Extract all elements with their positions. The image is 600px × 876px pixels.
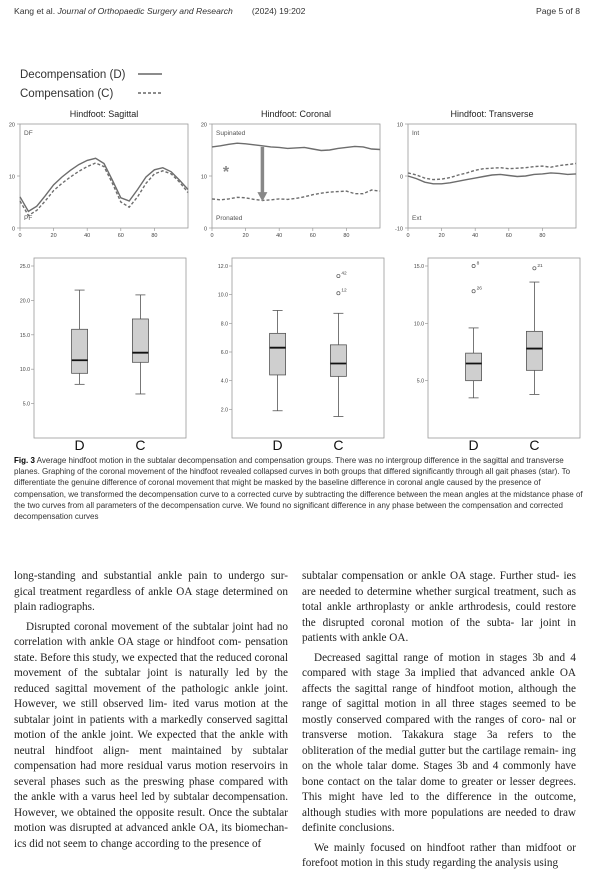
x-tick-label: 80	[151, 233, 158, 239]
outlier-point	[337, 274, 340, 277]
y-tick-label: 0	[203, 226, 207, 233]
x-tick-label: 40	[84, 233, 91, 239]
line-chart-title: Hindfoot: Sagittal	[69, 109, 139, 119]
legend-decompensation-label: Decompensation (D)	[20, 69, 126, 81]
significance-star-icon: *	[222, 164, 230, 182]
axis-annotation-top: Int	[412, 130, 420, 137]
outlier-point	[472, 264, 475, 267]
outlier-point	[337, 292, 340, 295]
y-tick-label: 8.0	[220, 321, 228, 328]
box-iqr	[132, 319, 148, 362]
group-label: D	[468, 437, 479, 452]
boxplot-frame	[232, 258, 384, 438]
y-tick-label: 10.0	[19, 367, 30, 374]
box-iqr	[526, 331, 542, 370]
boxplot-frame	[428, 258, 580, 438]
paragraph: subtalar compensation or ankle OA stage. Further stud- ies are needed to determine whether surgical treatment, such as total ankle arthroplasty or ankle arthrodesis, could restore the disrupted coronal motion of the subta- lar joint in patients with ankle OA.	[302, 570, 576, 644]
paragraph: Decreased sagittal range of motion in stages 3b and 4 compared with stage 3a implied that advanced ankle OA affects the sagittal range of hindfoot motion, although the range of sagittal motion in all three stages seemed to be mostly conserved compared with the ranges of coro- nal or transverse motion. Takakura stage 3a refers to the obliteration of the medial gutter but the cartilage remain- ing on the whole talar dome. Stages 3b and 4 commonly have bone contact on the talar dome to greater or lesser degrees. This might have led to the difference in the outcome, although studies with more populations are needed to draw definite conclusions.	[302, 651, 576, 834]
outlier-point	[472, 290, 475, 293]
outlier-label: 8	[476, 261, 480, 267]
x-tick-label: 0	[210, 233, 214, 239]
y-tick-label: 20.0	[19, 298, 30, 305]
y-tick-label: -10	[395, 226, 403, 233]
y-tick-label: 2.0	[220, 407, 228, 414]
y-tick-label: 20	[8, 122, 15, 129]
line-chart-frame	[20, 124, 188, 228]
x-tick-label: 20	[438, 233, 445, 239]
figure-caption	[14, 455, 586, 522]
y-tick-label: 10	[200, 174, 207, 181]
group-label: C	[135, 437, 146, 452]
axis-annotation-bottom: PF	[24, 215, 33, 222]
axis-annotation-bottom: Ext	[412, 215, 422, 222]
x-tick-label: 60	[117, 233, 124, 239]
y-tick-label: 5.0	[416, 378, 424, 385]
line-chart-frame	[408, 124, 576, 228]
x-tick-label: 60	[309, 233, 316, 239]
box-iqr	[72, 329, 88, 373]
caption-text: Average hindfoot motion in the subtalar decompensation and compensation groups. There was no intergroup difference in the sagittal and transverse planes. Graphing of the coronal movement of the hindfoot revealed collapsed curves in both groups that differed significantly through all gait phases (star). To differentiate the genuine difference of coronal movement that might be masked by the baseline difference in coronal angle caused by the presence of compensation, we transformed the decompensation curve to a corrected curve by subtracting the difference between the mean angles at the midstance phase of the two curves from all parameters of the decompensation curve. We found no significant difference in any phase between the compensation and corrected decompensation curves	[14, 456, 583, 522]
x-tick-label: 40	[472, 233, 479, 239]
boxplot-frame	[34, 258, 186, 438]
axis-annotation-top: DF	[24, 130, 33, 137]
line-chart-frame	[212, 124, 380, 228]
header-journal: Journal of Orthopaedic Surgery and Research	[57, 6, 233, 16]
x-tick-label: 60	[505, 233, 512, 239]
y-tick-label: 0	[399, 174, 403, 181]
y-tick-label: 5.0	[22, 401, 30, 408]
group-label: D	[272, 437, 283, 452]
group-label: C	[333, 437, 344, 452]
group-label: C	[529, 437, 540, 452]
outlier-label: 12	[341, 288, 347, 294]
axis-annotation-bottom: Pronated	[216, 215, 243, 222]
paragraph: long-standing and substantial ankle pain to undergo sur- gical treatment regardless of ankle OA stage determined on plain radiographs.	[14, 570, 288, 613]
outlier-point	[533, 267, 536, 270]
x-tick-label: 80	[539, 233, 546, 239]
x-tick-label: 20	[242, 233, 249, 239]
y-tick-label: 10	[396, 122, 403, 129]
box-iqr	[466, 353, 482, 381]
legend-compensation-label: Compensation (C)	[20, 88, 114, 100]
caption-label: Fig. 3	[14, 456, 35, 465]
x-tick-label: 40	[276, 233, 283, 239]
y-tick-label: 25.0	[19, 264, 30, 270]
header-year: (2024) 19:202	[251, 6, 306, 16]
x-tick-label: 80	[343, 233, 350, 239]
x-tick-label: 0	[406, 233, 410, 239]
line-chart-title: Hindfoot: Coronal	[260, 109, 332, 119]
page-number: Page 5 of 8	[536, 6, 580, 16]
outlier-label: 21	[537, 263, 543, 269]
group-label: D	[74, 437, 85, 452]
paragraph: Disrupted coronal movement of the subtalar joint had no correlation with ankle OA stage or hindfoot com- pensation state. Before this study, we expected that the reduced coronal movement of the subtalar joint is naturally led by the reduced sagittal movement of the pathologic ankle joint. However, we still observed lim- ited varus motion at the subtalar joint in patients with a markedly conserved sagittal motion of the ankle joint. We expected that the ankle with neutral hindfoot align- ment maintained by subtalar compensation had more residual varus motion reservoirs in several phases such as the preswing phase compared with the ankle with a varus heel led by subtalar decompensation. However, we obtained the opposite result. Once the subtalar motion was disrupted at advanced ankle OA, its biomechan- ics did not seem to change according to the presence of	[14, 620, 288, 850]
y-tick-label: 12.0	[217, 264, 228, 270]
outlier-label: 42	[341, 271, 347, 277]
y-tick-label: 15.0	[413, 264, 424, 270]
axis-annotation-top: Supinated	[216, 130, 246, 137]
y-tick-label: 0	[11, 226, 15, 233]
y-tick-label: 10	[8, 174, 15, 181]
header-authors: Kang et al.	[14, 6, 56, 16]
body-column-right	[302, 569, 576, 876]
paragraph: We mainly focused on hindfoot rather than midfoot or forefoot motion in this study regarding the analysis using	[302, 841, 576, 869]
body-column-left	[14, 569, 288, 856]
x-tick-label: 20	[50, 233, 57, 239]
box-iqr	[330, 345, 346, 377]
y-tick-label: 10.0	[413, 321, 424, 328]
x-tick-label: 0	[18, 233, 22, 239]
box-iqr	[270, 333, 286, 375]
y-tick-label: 6.0	[220, 350, 228, 356]
outlier-label: 26	[476, 286, 482, 292]
line-chart-title: Hindfoot: Transverse	[450, 109, 534, 119]
y-tick-label: 10.0	[217, 292, 228, 299]
y-tick-label: 20	[200, 122, 207, 129]
y-tick-label: 15.0	[19, 332, 30, 339]
y-tick-label: 4.0	[220, 378, 228, 385]
